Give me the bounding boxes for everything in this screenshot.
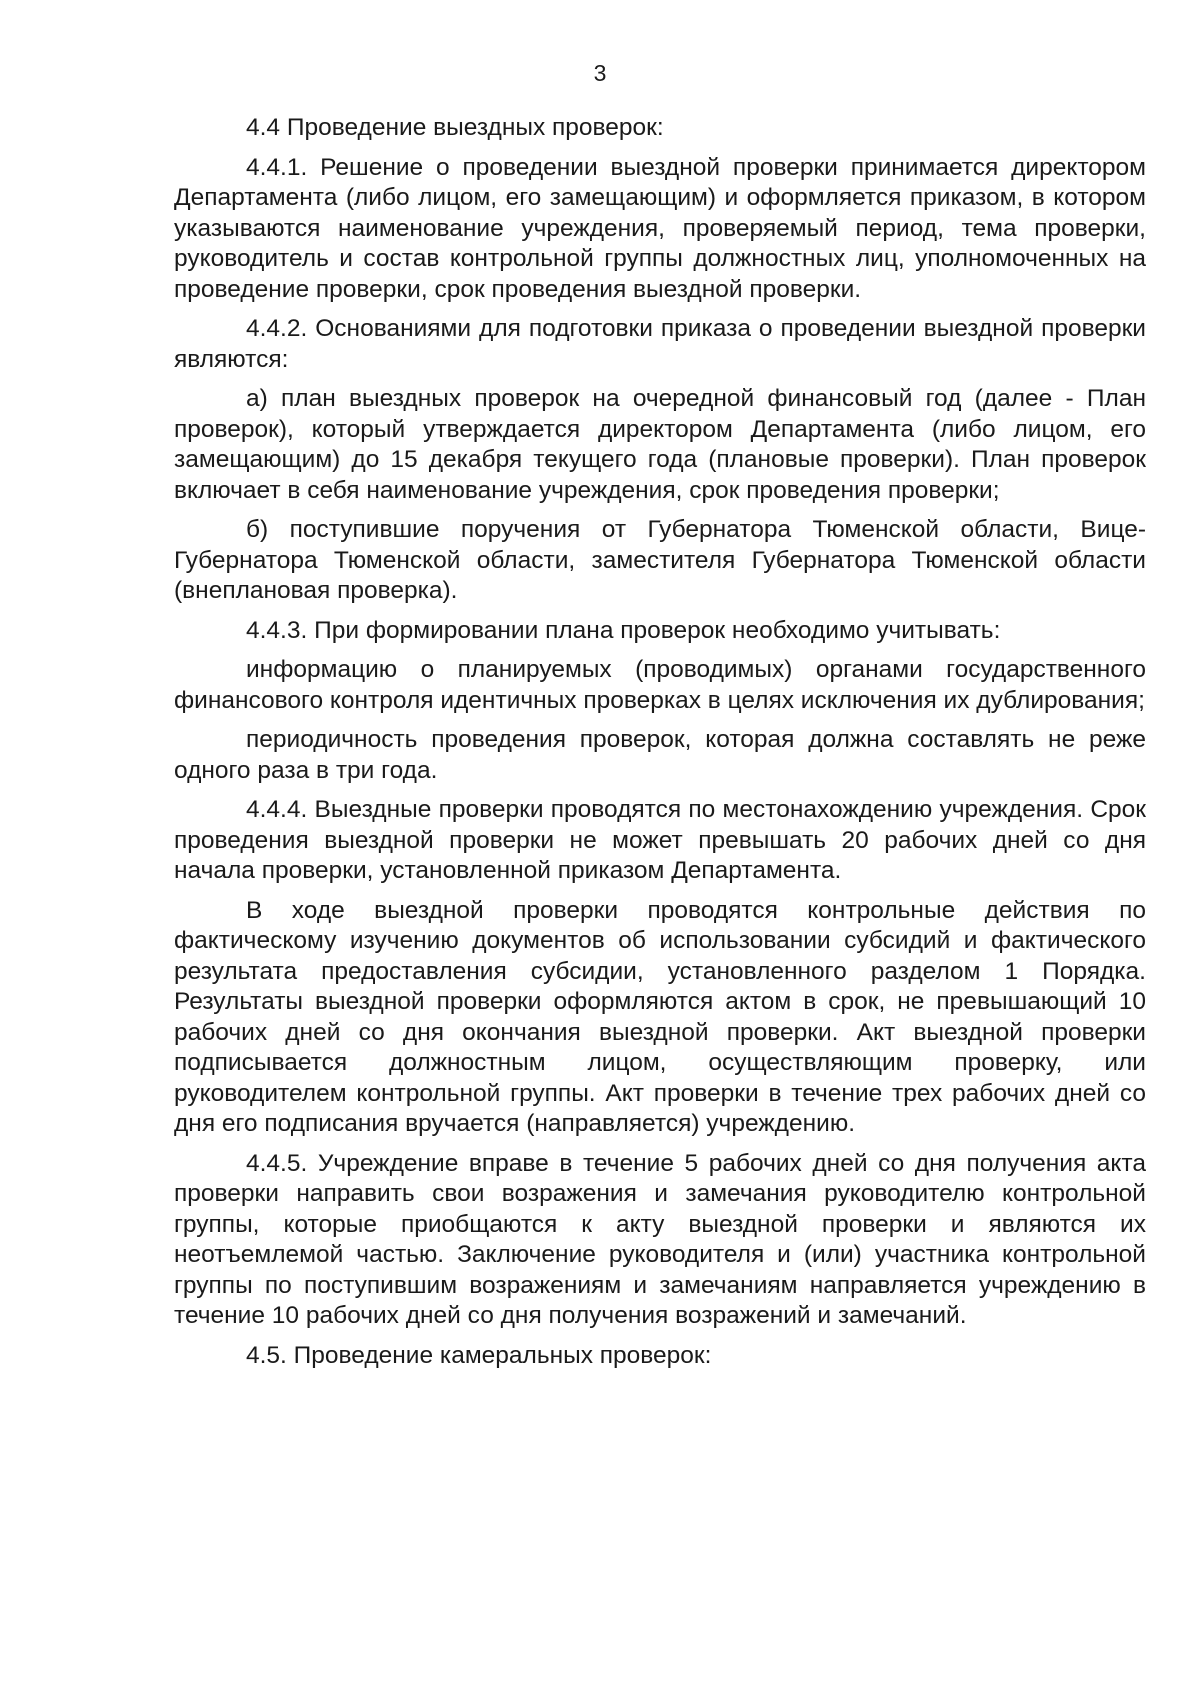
paragraph-control-actions: В ходе выездной проверки проводятся контрольные действия по фактическому изучению документов об использовании субсидий и фактического результата предоставления субсидии, установленного разделом 1 Порядка. Результаты выездной проверки оформляются актом в срок, не превышающий 10 рабочих дней со дня окончания выездной проверки. Акт выездной проверки подписывается должностным лицом, осуществляющим проверку, или руководителем контрольной группы. Акт проверки в течение трех рабочих дней со дня его подписания вручается (направляется) учреждению. (174, 896, 1146, 1137)
paragraph-4-4-1: 4.4.1. Решение о проведении выездной проверки принимается директором Департамента (либо лицом, его замещающим) и оформляется приказом, в котором указываются наименование учреждения, проверяемый период, тема проверки, руководитель и состав контрольной группы должностных лиц, уполномоченных на проведение проверки, срок проведения выездной проверки. (174, 153, 1146, 303)
section-heading-4-4: 4.4 Проведение выездных проверок: (246, 114, 664, 141)
paragraph-4-4-5: 4.4.5. Учреждение вправе в течение 5 рабочих дней со дня получения акта проверки направить свои возражения и замечания руководителю контрольной группы, которые приобщаются к акту выездной проверки и являются их неотъемлемой частью. Заключение руководителя и (или) участника контрольной группы по поступившим возражениям и замечаниям направляется учреждению в течение 10 рабочих дней со дня получения возражений и замечаний. (174, 1149, 1146, 1329)
paragraph-info-duplicates: информацию о планируемых (проводимых) органами государственного финансового контроля идентичных проверках в целях исключения их дублирования; (174, 656, 1146, 714)
paragraph-4-4-2: 4.4.2. Основаниями для подготовки приказа о проведении выездной проверки являются: (174, 315, 1146, 373)
paragraph-periodicity: периодичность проведения проверок, которая должна составлять не реже одного раза в три года. (174, 726, 1146, 784)
paragraph-item-a: а) план выездных проверок на очередной финансовый год (далее - План проверок), который утверждается директором Департамента (либо лицом, его замещающим) до 15 декабря текущего года (плановые проверки). План проверок включает в себя наименование учреждения, срок проведения проверки; (174, 385, 1146, 504)
paragraph-4-4-4: 4.4.4. Выездные проверки проводятся по местонахождению учреждения. Срок проведения выездной проверки не может превышать 20 рабочих дней со дня начала проверки, установленной приказом Департамента. (174, 796, 1146, 884)
document-body (174, 113, 1146, 1380)
paragraph-4-4-3: 4.4.3. При формировании плана проверок необходимо учитывать: (246, 616, 1001, 644)
paragraph-item-b: б) поступившие поручения от Губернатора Тюменской области, Вице-Губернатора Тюменской области, заместителя Губернатора Тюменской области (внеплановая проверка). (174, 516, 1146, 604)
page-number: 3 (593, 60, 607, 86)
section-heading-4-5: 4.5. Проведение камеральных проверок: (246, 1341, 712, 1369)
